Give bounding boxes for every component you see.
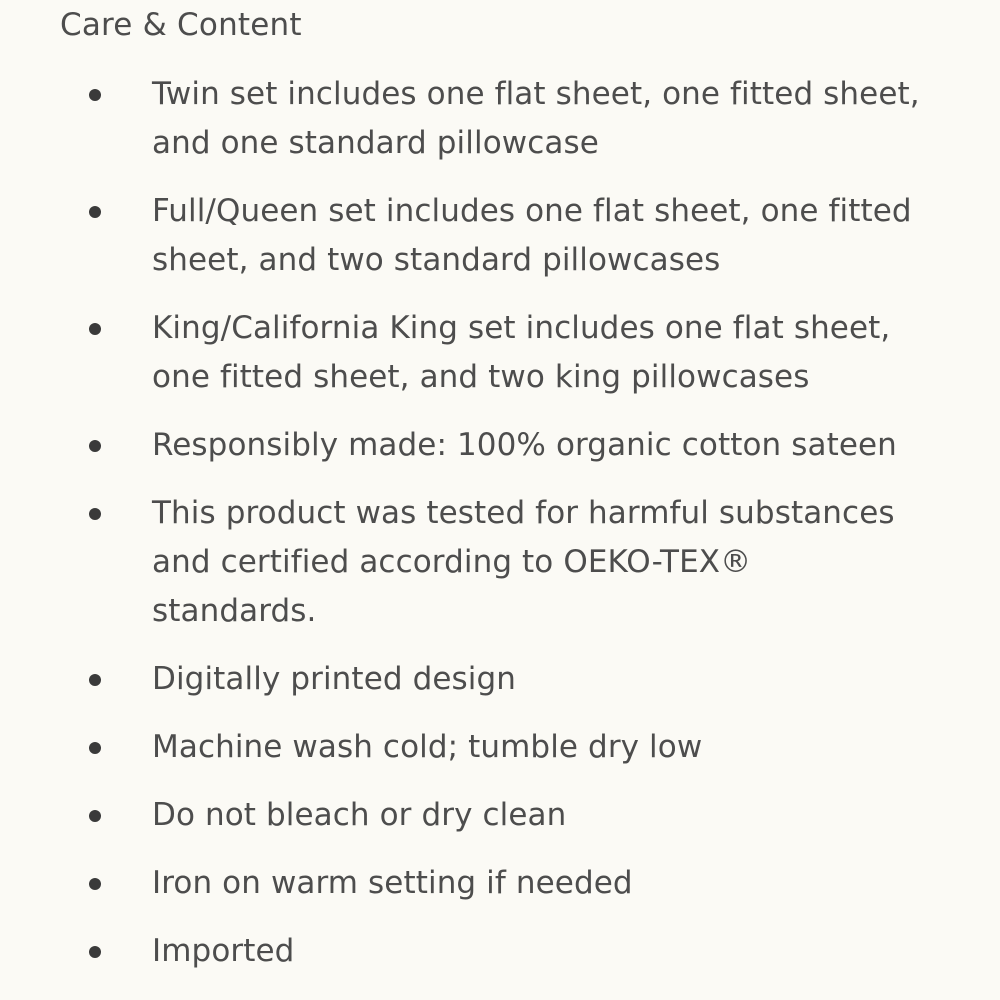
bullet-icon <box>89 674 101 686</box>
list-item-line: and certified according to OEKO-TEX® <box>152 544 752 580</box>
list-item-line: Machine wash cold; tumble dry low <box>152 729 703 765</box>
list-item <box>0 723 1000 772</box>
list-item <box>0 859 1000 908</box>
list-item-line: Digitally printed design <box>152 661 517 697</box>
list-item-line: Full/Queen set includes one flat sheet, one fitted <box>152 193 912 229</box>
list-item-line: Twin set includes one flat sheet, one fitted sheet, <box>152 76 920 112</box>
list-item-line: one fitted sheet, and two king pillowcases <box>152 359 810 395</box>
list-item <box>0 489 1000 636</box>
list-item <box>0 791 1000 840</box>
list-item <box>0 421 1000 470</box>
list-item <box>0 70 1000 168</box>
list-item-line: standards. <box>152 593 317 629</box>
bullet-icon <box>89 440 101 452</box>
list-item-line: and one standard pillowcase <box>152 125 599 161</box>
list-item-line: Iron on warm setting if needed <box>152 865 633 901</box>
list-item <box>0 187 1000 285</box>
list-item-line: Do not bleach or dry clean <box>152 797 567 833</box>
bullet-icon <box>89 89 101 101</box>
list-item-line: Imported <box>152 933 295 969</box>
bullet-icon <box>89 508 101 520</box>
list-item-line: Responsibly made: 100% organic cotton sateen <box>152 427 897 463</box>
bullet-icon <box>89 878 101 890</box>
section-title: Care & Content <box>60 7 302 43</box>
bullet-icon <box>89 742 101 754</box>
list-item <box>0 655 1000 704</box>
bullet-icon <box>89 323 101 335</box>
list-item <box>0 927 1000 976</box>
bullet-icon <box>89 810 101 822</box>
list-item <box>0 304 1000 402</box>
bullet-icon <box>89 946 101 958</box>
list-item-line: This product was tested for harmful substances <box>152 495 895 531</box>
list-item-line: sheet, and two standard pillowcases <box>152 242 721 278</box>
bullet-icon <box>89 206 101 218</box>
list-item-line: King/California King set includes one flat sheet, <box>152 310 891 346</box>
care-list <box>0 70 1000 995</box>
